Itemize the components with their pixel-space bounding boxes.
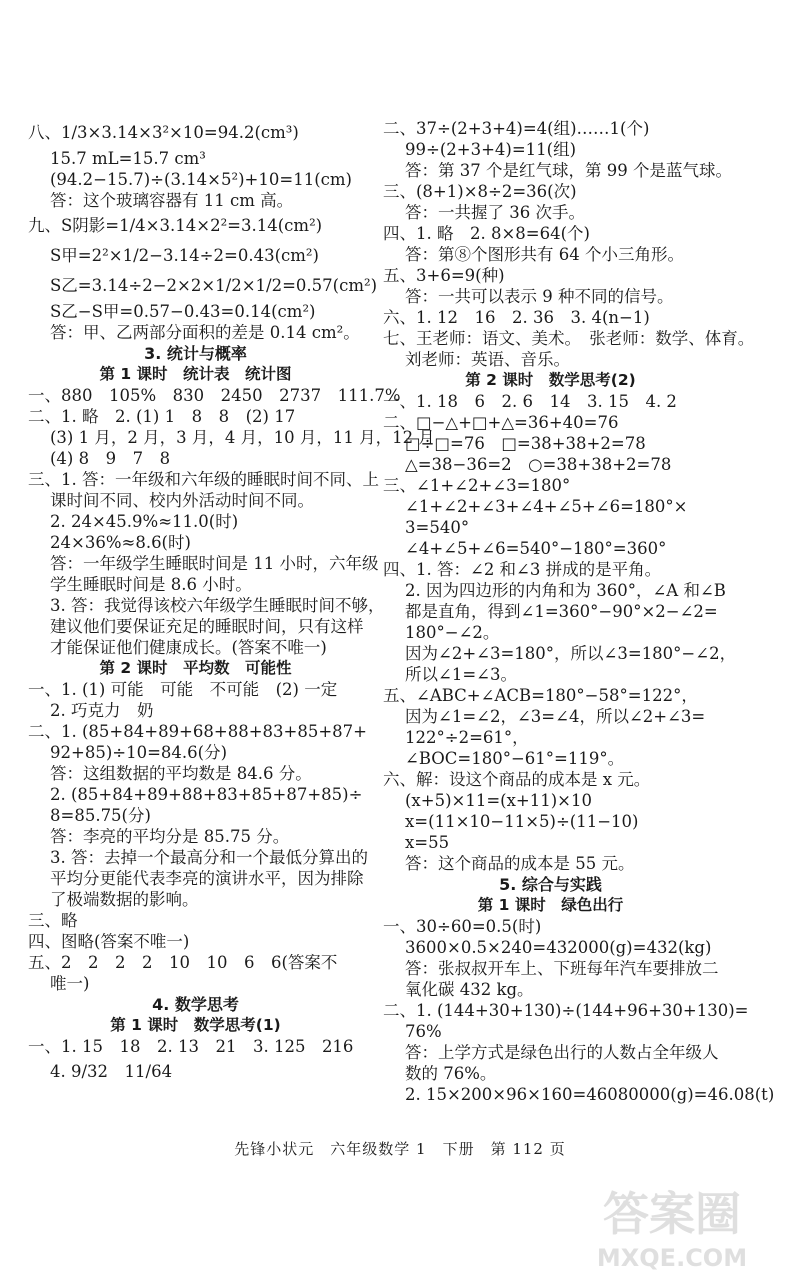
right-line: 答：第 37 个是红气球，第 99 个是蓝气球。: [405, 161, 732, 180]
left-line: (3) 1 月，2 月，3 月，4 月，10 月，11 月，12 月: [50, 428, 435, 447]
watermark-top: 答案圈: [603, 1187, 741, 1241]
watermark-logo: [560, 1178, 785, 1273]
left-line: 了极端数据的影响。: [50, 890, 199, 909]
right-line: 六、1. 12 16 2. 36 3. 4(n−1): [383, 308, 650, 327]
left-line: 才能保证他们健康成长。(答案不唯一): [50, 638, 327, 657]
right-line: x=(11×10−11×5)÷(11−10): [405, 812, 639, 831]
right-line: 七、王老师：语文、美术。 张老师：数学、体育。: [383, 329, 755, 348]
left-line: 3. 答：去掉一个最高分和一个最低分算出的: [50, 848, 368, 867]
left-line: 第 1 课时 统计表 统计图: [99, 365, 292, 383]
right-line: 二、1. (144+30+130)÷(144+96+30+130)=: [383, 1001, 749, 1020]
right-line: ∠1+∠2+∠3+∠4+∠5+∠6=180°×: [405, 497, 688, 516]
right-line: 180°−∠2。: [405, 623, 500, 642]
left-line: 4. 9/32 11/64: [50, 1062, 173, 1081]
left-line: 答：这个玻璃容器有 11 cm 高。: [50, 191, 294, 210]
right-line: 第 1 课时 绿色出行: [477, 896, 624, 914]
left-line: 二、1. 略 2. (1) 1 8 8 (2) 17: [28, 407, 296, 426]
right-line: 数的 76%。: [405, 1064, 497, 1083]
left-line: 建议他们要保证充足的睡眠时间，只有这样: [50, 617, 364, 636]
left-line: 三、1. 答：一年级和六年级的睡眠时间不同、上: [28, 470, 379, 489]
right-line: 刘老师：英语、音乐。: [405, 350, 570, 369]
left-line: 3. 答：我觉得该校六年级学生睡眠时间不够，: [50, 596, 385, 615]
right-line: 76%: [405, 1022, 442, 1041]
left-line: 一、1. 15 18 2. 13 21 3. 125 216: [28, 1037, 354, 1056]
left-line: 答：李亮的平均分是 85.75 分。: [50, 827, 290, 846]
left-line: 答：这组数据的平均数是 84.6 分。: [50, 764, 312, 783]
right-line: (x+5)×11=(x+11)×10: [405, 791, 592, 810]
right-line: 答：这个商品的成本是 55 元。: [405, 854, 635, 873]
left-line: S乙−S甲=0.57−0.43=0.14(cm²): [50, 302, 316, 321]
right-line: 答：张叔叔开车上、下班每年汽车要排放二: [405, 959, 719, 978]
right-line: 四、1. 略 2. 8×8=64(个): [383, 224, 590, 243]
left-line: 唯一): [50, 974, 90, 993]
right-line: x=55: [405, 833, 450, 852]
right-line: 答：一共握了 36 次手。: [405, 203, 585, 222]
right-line: 二、□−△+□+△=36+40=76: [383, 413, 619, 432]
left-line: 九、S阴影=1/4×3.14×2²=3.14(cm²): [28, 216, 323, 235]
left-line: 一、1. (1) 可能 可能 不可能 (2) 一定: [28, 680, 338, 699]
page-footer: 先锋小状元 六年级数学 1 下册 第 112 页: [234, 1140, 566, 1158]
left-line: 24×36%≈8.6(时): [50, 533, 191, 552]
left-line: 4. 数学思考: [152, 995, 239, 1014]
right-line: 一、30÷60=0.5(时): [383, 917, 542, 936]
right-line: 3=540°: [405, 518, 470, 537]
right-column: [383, 118, 775, 1105]
left-line: 一、880 105% 830 2450 2737 111.7%: [28, 386, 401, 405]
left-line: 2. (85+84+89+88+83+85+87+85)÷: [50, 785, 363, 804]
right-line: 99÷(2+3+4)=11(组): [405, 140, 577, 159]
right-line: 122°÷2=61°，: [405, 728, 529, 747]
right-line: △=38−36=2 ○=38+38+2=78: [405, 455, 672, 474]
right-line: 三、(8+1)×8÷2=36(次): [383, 182, 577, 201]
left-line: 2. 巧克力 奶: [50, 701, 154, 720]
right-line: 所以∠1=∠3。: [405, 665, 517, 684]
right-line: 二、37÷(2+3+4)=4(组)……1(个): [383, 119, 650, 138]
right-line: 2. 15×200×96×160=46080000(g)=46.08(t): [405, 1085, 775, 1104]
right-line: 第 2 课时 数学思考(2): [465, 371, 636, 389]
right-line: 一、1. 18 6 2. 6 14 3. 15 4. 2: [383, 392, 677, 411]
left-line: 八、1/3×3.14×3²×10=94.2(cm³): [28, 123, 299, 142]
left-line: 3. 统计与概率: [144, 344, 247, 363]
left-line: 学生睡眠时间是 8.6 小时。: [50, 575, 252, 594]
right-line: 5. 综合与实践: [499, 875, 602, 894]
left-line: 第 2 课时 平均数 可能性: [99, 659, 292, 677]
right-line: ∠4+∠5+∠6=540°−180°=360°: [405, 539, 667, 558]
right-line: 氧化碳 432 kg。: [405, 980, 534, 999]
left-line: 四、图略(答案不唯一): [28, 932, 190, 951]
left-line: 平均分更能代表李亮的演讲水平，因为排除: [50, 869, 364, 888]
right-line: 五、∠ABC+∠ACB=180°−58°=122°，: [383, 686, 698, 705]
left-line: (4) 8 9 7 8: [50, 449, 171, 468]
left-line: 92+85)÷10=84.6(分): [50, 743, 228, 762]
right-line: 六、解：设这个商品的成本是 x 元。: [383, 770, 651, 789]
left-line: S甲=2²×1/2−3.14÷2=0.43(cm²): [50, 246, 319, 265]
left-line: 课时间不同、校内外活动时间不同。: [50, 491, 314, 510]
right-line: 都是直角，得到∠1=360°−90°×2−∠2=: [405, 602, 718, 621]
right-line: 因为∠2+∠3=180°，所以∠3=180°−∠2，: [405, 644, 737, 663]
right-line: 答：一共可以表示 9 种不同的信号。: [405, 287, 674, 306]
left-line: S乙=3.14÷2−2×2×1/2×1/2=0.57(cm²): [50, 276, 378, 295]
right-line: 答：上学方式是绿色出行的人数占全年级人: [405, 1043, 719, 1062]
right-line: 因为∠1=∠2，∠3=∠4，所以∠2+∠3=: [405, 707, 706, 726]
right-line: 2. 因为四边形的内角和为 360°，∠A 和∠B: [405, 581, 726, 600]
right-line: 四、1. 答：∠2 和∠3 拼成的是平角。: [383, 560, 662, 579]
left-line: 答：甲、乙两部分面积的差是 0.14 cm²。: [50, 323, 360, 342]
left-line: (94.2−15.7)÷(3.14×5²)+10=11(cm): [50, 170, 352, 189]
left-line: 五、2 2 2 2 10 10 6 6(答案不: [28, 953, 338, 972]
watermark-bottom: MXQE.COM: [596, 1244, 748, 1272]
right-line: 3600×0.5×240=432000(g)=432(kg): [405, 938, 712, 957]
left-line: 15.7 mL=15.7 cm³: [50, 149, 206, 168]
left-line: 2. 24×45.9%≈11.0(时): [50, 512, 239, 531]
left-line: 答：一年级学生睡眠时间是 11 小时，六年级: [50, 554, 379, 573]
left-line: 8=85.75(分): [50, 806, 151, 825]
left-line: 第 1 课时 数学思考(1): [110, 1016, 281, 1034]
left-line: 二、1. (85+84+89+68+88+83+85+87+: [28, 722, 367, 741]
right-line: □÷□=76 □=38+38+2=78: [405, 434, 646, 453]
left-line: 三、略: [28, 911, 78, 930]
right-line: 答：第⑧个图形共有 64 个小三角形。: [405, 245, 684, 264]
right-line: 五、3+6=9(种): [383, 266, 505, 285]
right-line: 三、∠1+∠2+∠3=180°: [383, 476, 571, 495]
right-line: ∠BOC=180°−61°=119°。: [405, 749, 625, 768]
